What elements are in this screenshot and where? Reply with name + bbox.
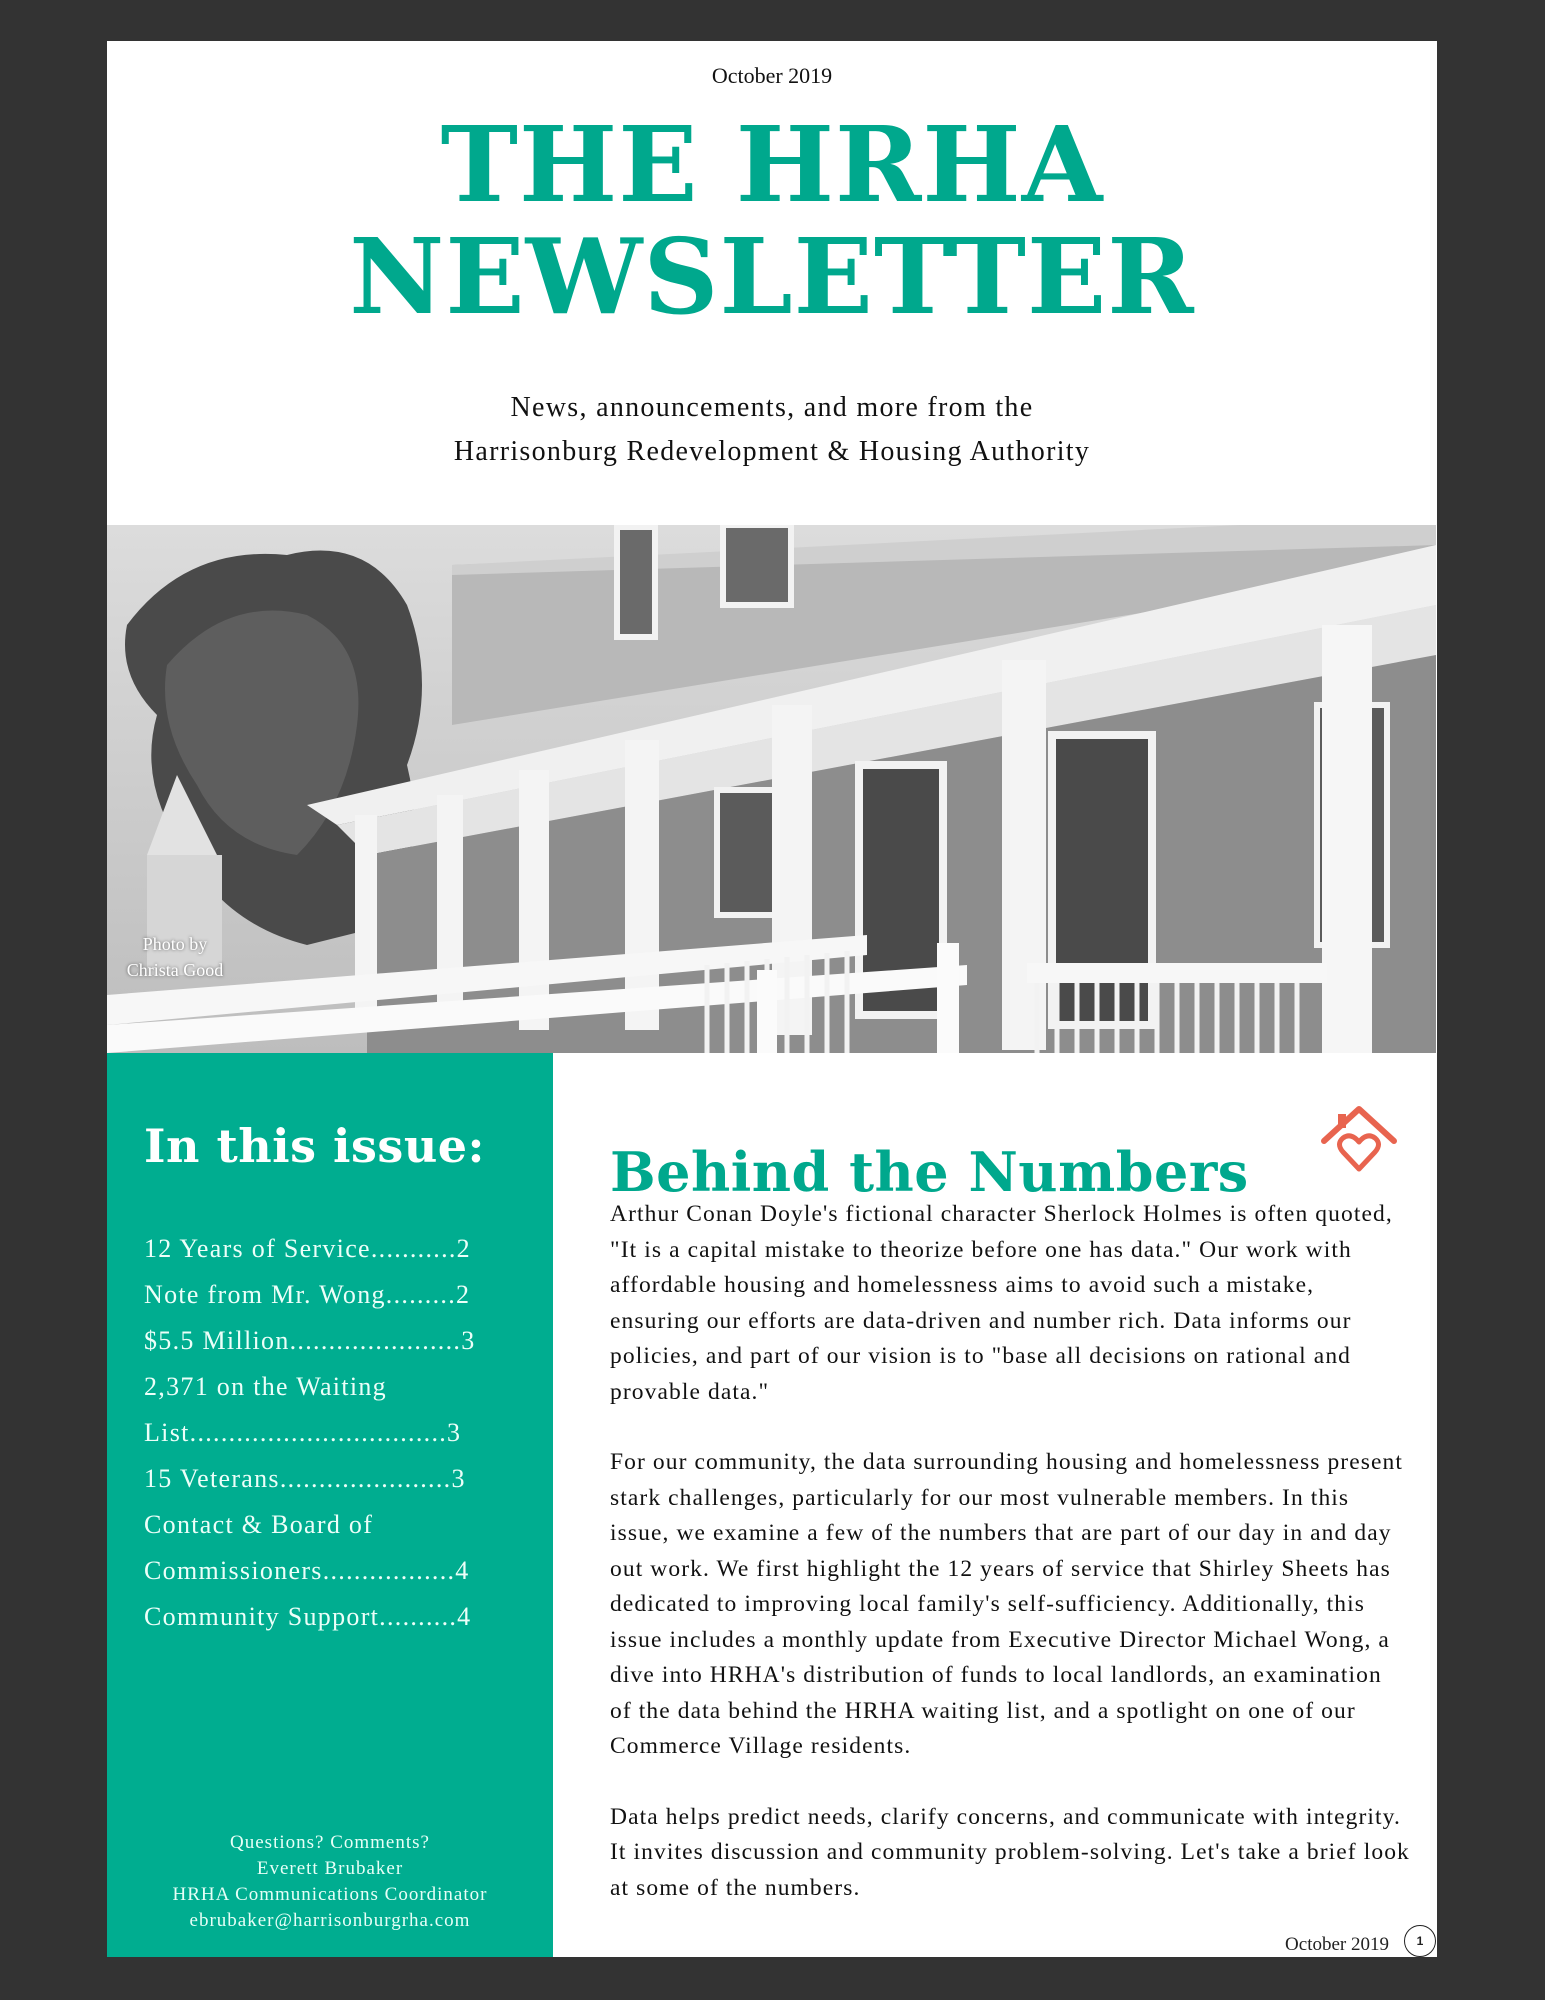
photo-credit-line-1: Photo by [142,934,208,954]
toc-item-community-support[interactable]: Community Support..........4 [144,1602,472,1631]
title-line-2: NEWSLETTER [349,215,1195,338]
sidebar-heading: In this issue: [144,1119,486,1173]
article-heading: Behind the Numbers [610,1139,1249,1204]
toc-item-waiting-list-line-2[interactable]: List.................................3 [144,1418,462,1447]
title-line-1: THE HRHA [440,103,1104,226]
photo-credit [115,931,235,983]
table-of-contents [144,1226,524,1640]
toc-item-12-years-of-service[interactable]: 12 Years of Service...........2 [144,1234,471,1263]
article-paragraph: Arthur Conan Doyle's fictional character Sherlock Holmes is often quoted, "It is a capital mistake to theorize before one has data." Our work with affordable housing and homelessness aims to avoid such a mistake, ensuring our efforts are data-driven and number rich. Data informs our policies, and part of our vision is to "base all decisions on rational and provable data." [610,1201,1393,1405]
house-heart-icon [1318,1101,1400,1175]
page-number-badge: 1 [1404,1925,1436,1957]
issue-date: October 2019 [711,63,833,88]
footer-date: October 2019 [1285,1934,1389,1955]
subtitle-line-2: Harrisonburg Redevelopment & Housing Authority [453,436,1091,467]
newsletter-title [107,103,1437,338]
contact-prompt: Questions? Comments? [230,1832,430,1853]
subtitle-line-1: News, announcements, and more from the [510,392,1034,423]
contact-block [107,1830,553,1934]
article-paragraph: For our community, the data surrounding housing and homelessness present stark challenges, particularly for our most vulnerable members. In this issue, we examine a few of the numbers that are part of our day in and day out work. We first highlight the 12 years of service that Shirley Sheets has dedicated to improving local family's self-sufficiency. Additionally, this issue includes a monthly update from Executive Director Michael Wong, a dive into HRHA's distribution of funds to local landlords, an examination of the data behind the HRHA waiting list, and a spotlight on one of our Commerce Village residents. [610,1449,1404,1759]
newsletter-page [107,41,1437,1957]
contact-name: Everett Brubaker [256,1858,404,1879]
photo-credit-line-2: Christa Good [126,960,224,980]
contact-role: HRHA Communications Coordinator [172,1884,488,1905]
in-this-issue-sidebar [107,1053,553,1957]
cover-photo [107,525,1436,1053]
newsletter-subtitle [107,386,1437,474]
article-paragraph: Data helps predict needs, clarify concerns, and communicate with integrity. It invites discussion and community problem-solving. Let's take a brief look at some of the numbers. [610,1803,1410,1901]
toc-item-contact-board-line-1[interactable]: Contact & Board of [144,1510,374,1539]
contact-email[interactable]: ebrubaker@harrisonburgrha.com [189,1910,471,1931]
toc-item-15-veterans[interactable]: 15 Veterans......................3 [144,1464,466,1493]
toc-item-note-from-mr-wong[interactable]: Note from Mr. Wong.........2 [144,1280,471,1309]
toc-item-contact-board-line-2[interactable]: Commissioners.................4 [144,1556,470,1585]
porch-photo-illustration [107,525,1436,1053]
toc-item-5-5-million[interactable]: $5.5 Million......................3 [144,1326,476,1355]
article-body [610,1197,1410,1941]
toc-item-waiting-list-line-1[interactable]: 2,371 on the Waiting [144,1372,387,1401]
